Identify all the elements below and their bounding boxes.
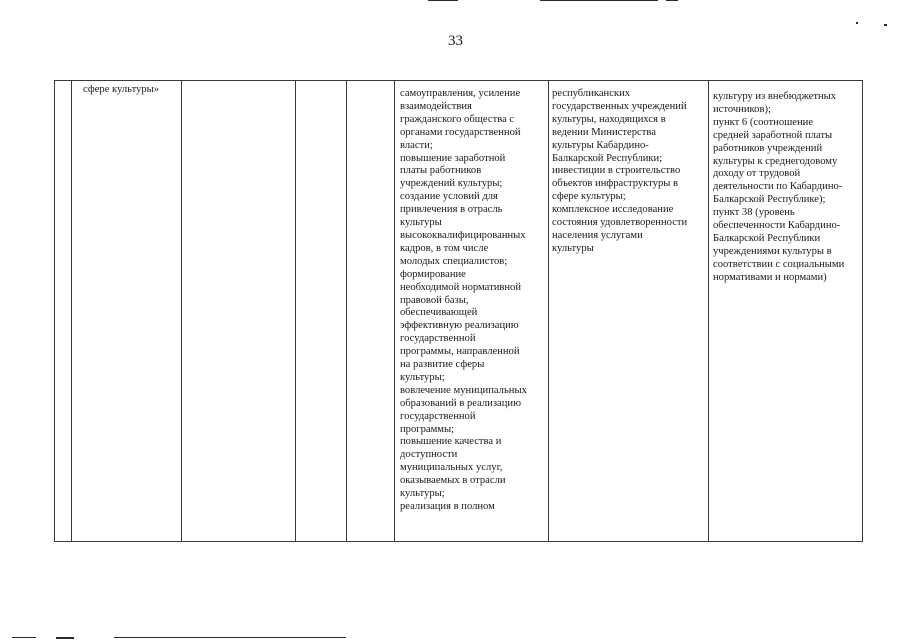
cell-line: культуры: [400, 217, 442, 229]
cell-line: необходимой нормативной: [400, 281, 522, 293]
cell-line: культуру из внебюджетных: [713, 91, 837, 102]
cell-line: реализация в полном: [400, 501, 495, 512]
cell-line: создание условий для: [400, 191, 498, 203]
cell-line: кадров, в том числе: [400, 242, 489, 254]
column-divider: [548, 81, 549, 541]
cell-line: молодых специалистов;: [400, 255, 508, 267]
column-divider: [295, 81, 296, 541]
scan-line-top-2: [540, 0, 658, 1]
cell-line: повышение заработной: [400, 152, 506, 164]
cell-line: учреждениями культуры в: [713, 245, 832, 257]
cell-line: источников);: [713, 103, 771, 115]
cell-line: повышение качества и: [400, 436, 502, 448]
cell-line: взаимодействия: [400, 100, 472, 112]
cell-line: доходу от трудовой: [713, 168, 801, 180]
cell-line: культуры;: [400, 371, 445, 383]
cell-line: высококвалифицированных: [400, 229, 526, 241]
cell-line: доступности: [400, 449, 458, 461]
cell-line: государственных учреждений: [552, 100, 687, 112]
cell-line: власти;: [400, 139, 433, 151]
cell-col5: [400, 88, 527, 514]
cell-line: органами государственной: [400, 126, 521, 138]
cell-line: Балкарской Республики;: [552, 152, 663, 164]
cell-line: учреждений культуры;: [400, 178, 503, 190]
cell-line: республиканских: [552, 88, 631, 99]
cell-line: сфере культуры»: [83, 84, 160, 95]
cell-line: обеспечивающей: [400, 307, 478, 319]
cell-line: пункт 38 (уровень: [713, 207, 795, 219]
cell-line: Балкарской Республике);: [713, 194, 826, 206]
cell-line: культуры к среднегодовому: [713, 155, 838, 167]
scan-line-bottom-2: [56, 637, 74, 639]
cell-line: состояния удовлетворенности: [552, 217, 688, 229]
column-divider: [346, 81, 347, 541]
cell-line: правовой базы,: [400, 294, 469, 306]
cell-line: культуры;: [400, 488, 445, 500]
cell-line: ведении Министерства: [552, 126, 656, 138]
scan-line-bottom-1: [12, 637, 36, 638]
scan-dot-1: [856, 22, 858, 24]
column-divider: [71, 81, 72, 541]
cell-line: пункт 6 (соотношение: [713, 116, 814, 128]
cell-line: государственной: [400, 333, 476, 345]
cell-line: средней заработной платы: [713, 129, 833, 141]
cell-line: программы, направленной: [400, 346, 520, 358]
cell-line: эффективную реализацию: [400, 320, 519, 332]
cell-line: оказываемых в отрасли: [400, 475, 506, 487]
cell-line: объектов инфраструктуры в: [552, 178, 679, 190]
cell-line: культуры, находящихся в: [552, 113, 666, 125]
cell-line: на развитие сферы: [400, 359, 485, 371]
cell-line: сфере культуры;: [552, 191, 626, 203]
cell-line: культуры Кабардино-: [552, 139, 649, 151]
cell-line: инвестиции в строительство: [552, 165, 681, 177]
cell-line: обеспеченности Кабардино-: [713, 220, 841, 232]
cell-line: образований в реализацию: [400, 397, 521, 409]
cell-line: Балкарской Республики: [713, 232, 821, 244]
cell-line: государственной: [400, 410, 476, 422]
cell-line: населения услугами: [552, 229, 643, 241]
column-divider: [394, 81, 395, 541]
page-number: 33: [448, 33, 463, 49]
document-table: [54, 80, 863, 542]
cell-line: комплексное исследование: [552, 204, 674, 216]
scan-line-bottom-3: [114, 637, 346, 638]
cell-col7: [713, 91, 844, 285]
cell-line: самоуправления, усиление: [400, 88, 521, 99]
scan-dot-2: [884, 24, 887, 26]
cell-line: работников учреждений: [713, 142, 823, 154]
cell-col6: [552, 88, 687, 256]
cell-line: нормативами и нормами): [713, 271, 827, 283]
cell-line: деятельности по Кабардино-: [713, 181, 843, 193]
column-divider: [181, 81, 182, 541]
cell-line: привлечения в отрасль: [400, 204, 503, 216]
scan-line-top-3: [666, 0, 678, 1]
cell-col1: [83, 84, 159, 97]
cell-line: гражданского общества с: [400, 113, 515, 125]
cell-line: вовлечение муниципальных: [400, 384, 527, 396]
column-divider: [708, 81, 709, 541]
cell-line: программы;: [400, 423, 455, 435]
cell-line: муниципальных услуг,: [400, 462, 503, 474]
scan-line-top-1: [428, 0, 458, 1]
cell-line: формирование: [400, 268, 466, 280]
cell-line: платы работников: [400, 165, 482, 177]
cell-line: культуры: [552, 242, 594, 254]
cell-line: соответствии с социальными: [713, 258, 845, 270]
